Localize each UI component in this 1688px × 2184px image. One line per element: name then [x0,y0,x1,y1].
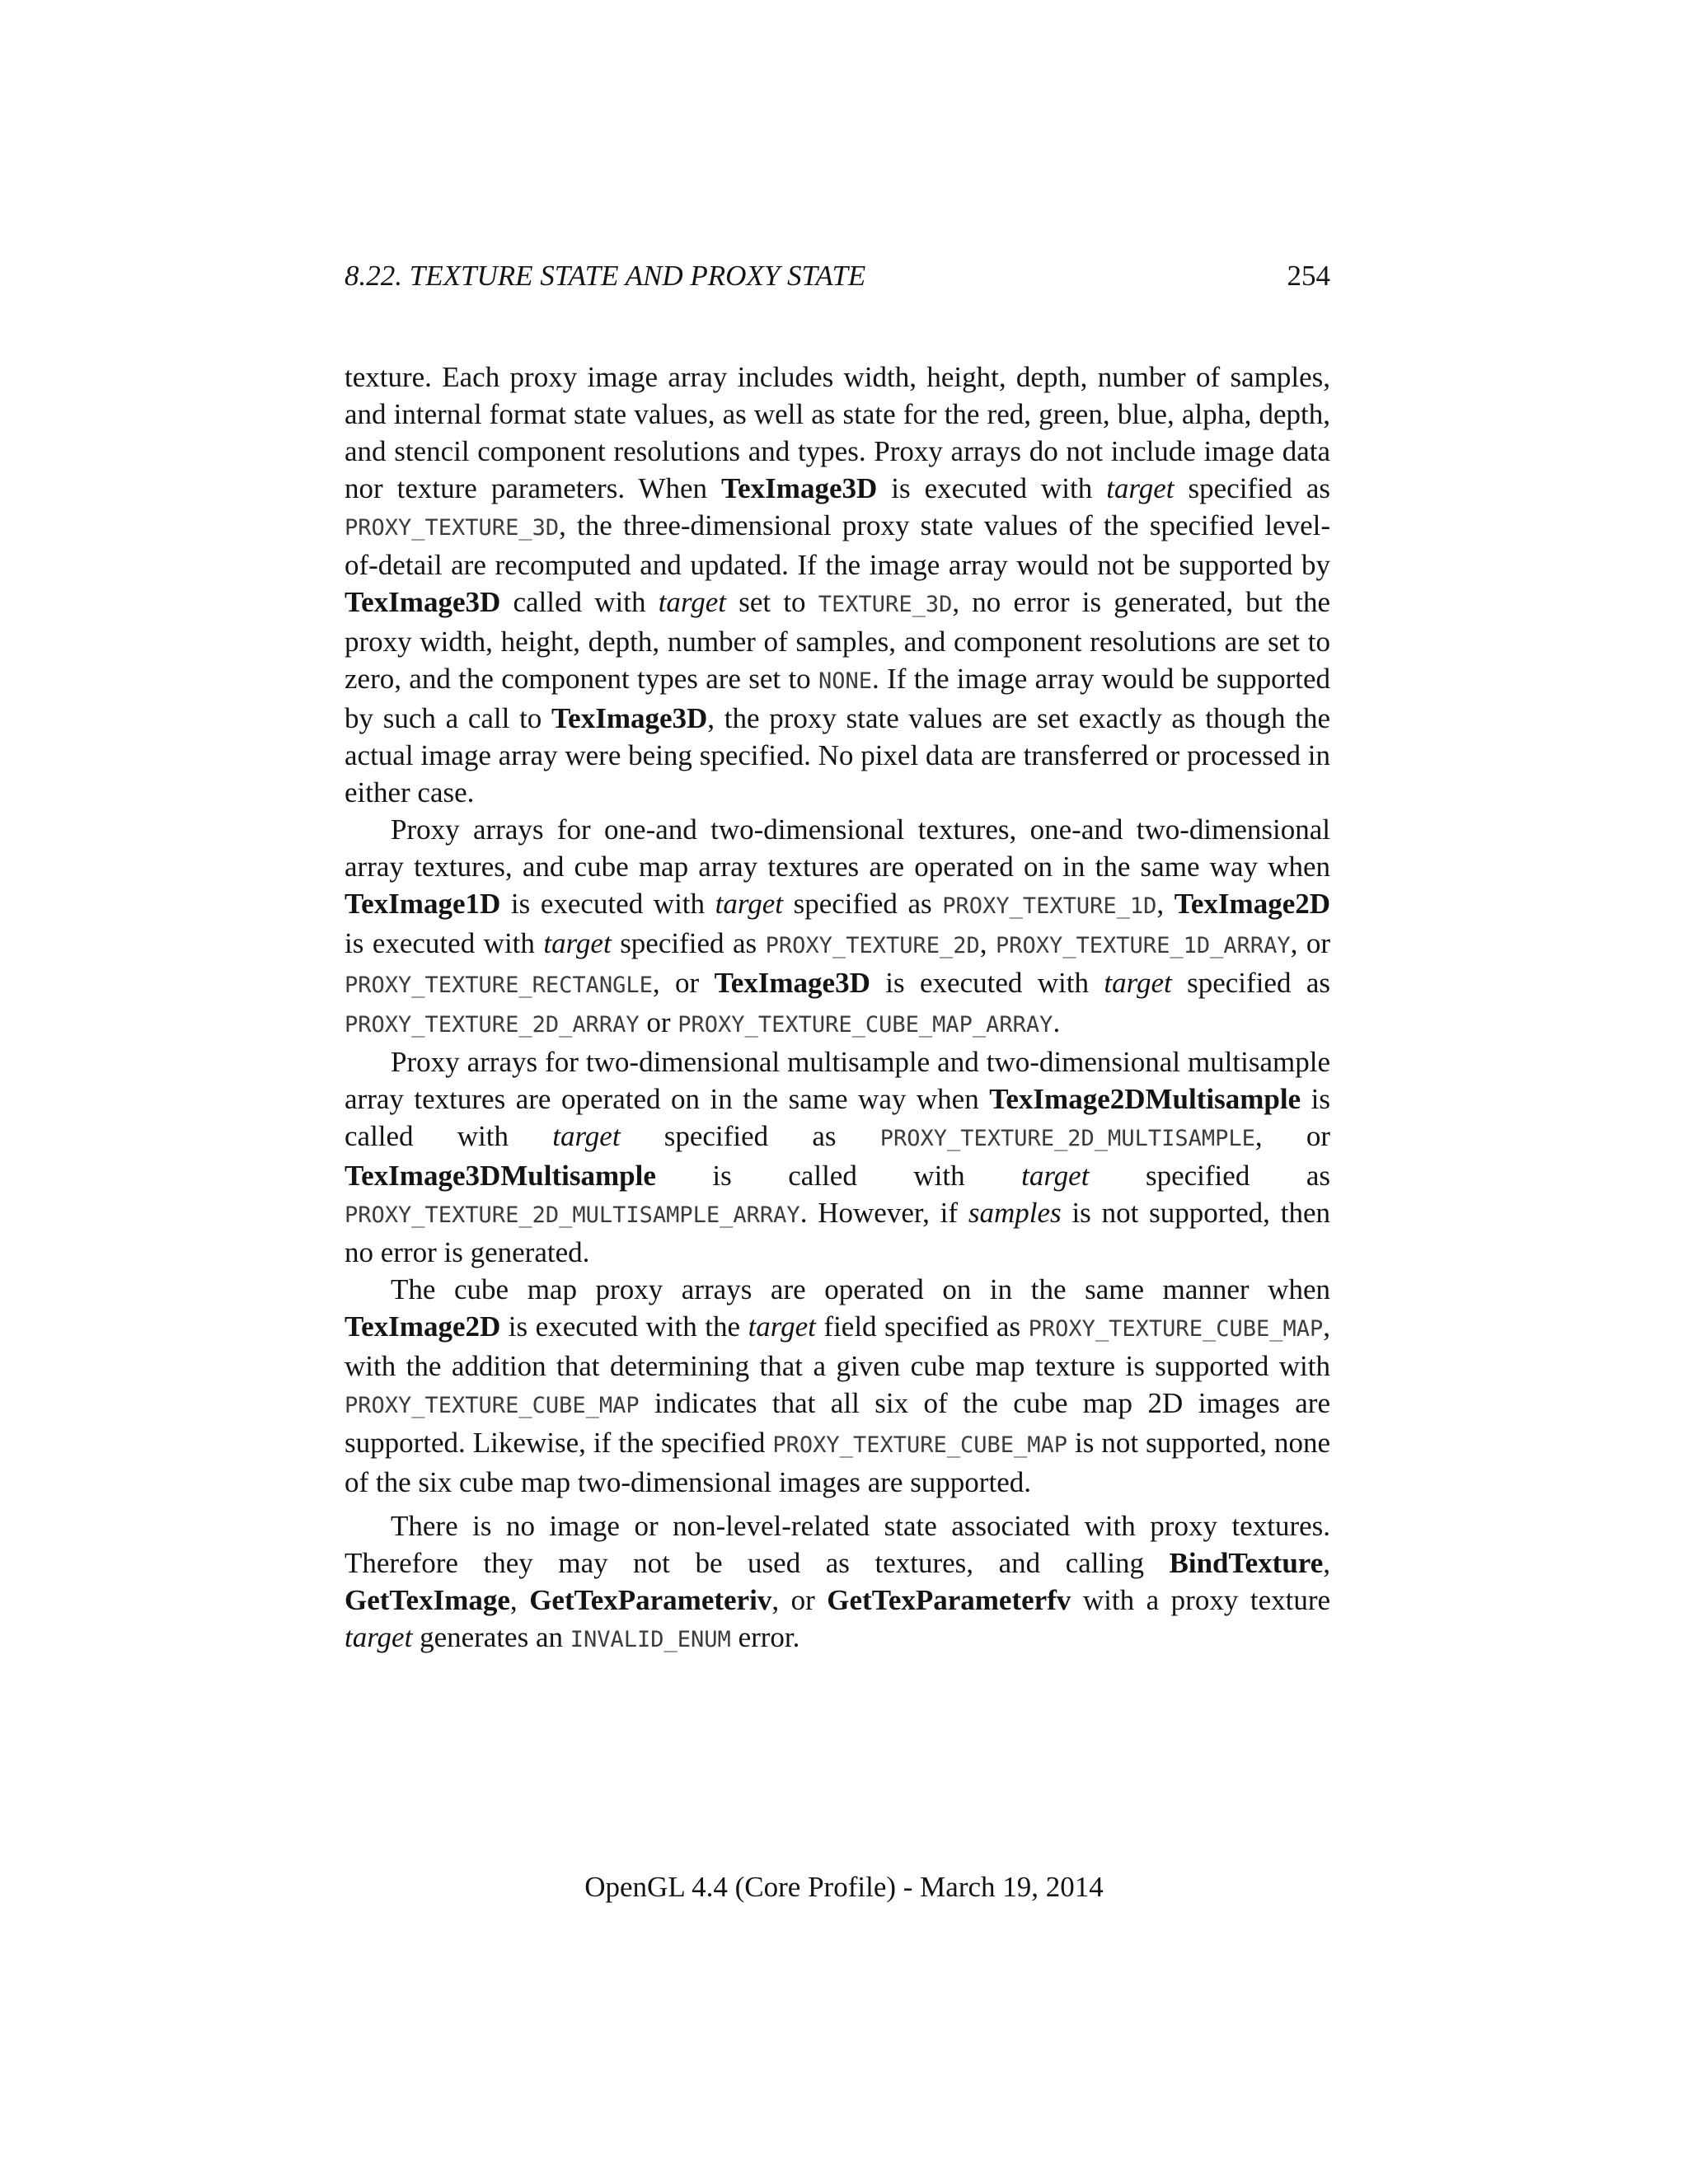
command-name: TexImage3D [721,472,878,504]
enum-token: PROXY_TEXTURE_2D [765,933,980,958]
page-footer: OpenGL 4.4 (Core Profile) - March 19, 2014 [584,1871,1104,1903]
text-run: , or [771,1584,828,1616]
parameter-name: target [1106,472,1175,504]
paragraph-cube-map [345,1271,1330,1501]
paragraph-proxy-image-array [345,359,1330,811]
command-name: TexImage2D [1174,888,1331,920]
text-run: indicates that all six of the cube map 2D images are supported. Likewise, if the specified [345,1387,1330,1459]
text-run: specified as [620,1120,880,1152]
running-header [345,258,1330,301]
parameter-name: target [658,586,727,618]
command-name: GetTexParameteriv [529,1584,772,1616]
enum-token: INVALID_ENUM [570,1627,731,1652]
text-run: , or [652,967,715,999]
parameter-name: samples [968,1197,1062,1229]
text-run: , the proxy state values are set exactly as though the actual image array were being specified. No pixel data are transferred or processed in either case. [345,702,1330,808]
parameter-name: target [1021,1160,1090,1192]
command-name: TexImage3DMultisample [345,1160,656,1192]
text-run: is executed with the [500,1310,748,1343]
enum-token: PROXY_TEXTURE_2D_MULTISAMPLE [879,1126,1255,1151]
command-name: TexImage3D [345,586,501,618]
text-run: called with [500,586,659,618]
paragraph-multisample [345,1043,1330,1271]
text-run: Proxy arrays for one-and two-dimensional textures, one-and two-dimensional array textures, and cube map array textures are operated on in the same way when [345,813,1330,883]
text-run: , with the addition that determining that a given cube map texture is supported with [345,1310,1330,1382]
paragraph-one-two-dimensional [345,811,1330,1043]
enum-token: PROXY_TEXTURE_CUBE_MAP [1028,1316,1324,1342]
text-run: is called with [345,1083,1330,1152]
text-run: , the three-dimensional proxy state values of the specified level-of-detail are recomputed and updated. If the image array would not be supported by [345,509,1330,581]
command-name: TexImage3D [551,702,708,734]
text-run: specified as [611,927,766,959]
enum-token: PROXY_TEXTURE_CUBE_MAP [345,1393,640,1418]
text-run: , [1323,1547,1330,1579]
text-run: is executed with [345,927,544,959]
enum-token: PROXY_TEXTURE_2D_MULTISAMPLE_ARRAY [345,1202,800,1228]
enum-token: PROXY_TEXTURE_1D_ARRAY [996,933,1291,958]
command-name: TexImage3D [714,967,870,999]
parameter-name: target [748,1310,816,1343]
enum-token: PROXY_TEXTURE_1D [942,893,1157,919]
text-run: specified as [782,888,943,920]
paragraph-no-image-state [345,1507,1330,1658]
text-run: is executed with [500,888,715,920]
text-run: There is no image or non-level-related state associated with proxy textures. Therefore they may not be used as textures, and calling [345,1510,1330,1579]
text-run: set to [726,586,818,618]
text-run: specified as [1171,967,1331,999]
parameter-name: target [715,888,783,920]
text-run: . However, if [799,1197,968,1229]
command-name: BindTexture [1169,1547,1324,1579]
text-run: . If the image array would be supported by such a call to [345,663,1330,734]
text-run: is not supported, none of the six cube map two-dimensional images are supported. [345,1427,1331,1498]
text-run: is executed with [877,472,1107,504]
command-name: GetTexParameterfv [827,1584,1071,1616]
enum-token: PROXY_TEXTURE_3D [345,515,560,541]
text-run: texture. Each proxy image array includes width, height, depth, number of samples, and internal format state values, as well as state for the red, green, blue, alpha, depth, and stencil component resolutions and types. Proxy arrays do not include image data nor texture parameters. When [345,361,1330,504]
text-run: , [1156,888,1175,920]
text-run: The cube map proxy arrays are operated on in the same manner when [391,1273,1330,1305]
text-run: , no error is generated, but the proxy width, height, depth, number of samples, and component resolutions are set to zero, and the component types are set to [345,586,1330,695]
enum-token: PROXY_TEXTURE_CUBE_MAP [772,1432,1068,1458]
enum-token: PROXY_TEXTURE_2D_ARRAY [345,1012,640,1038]
text-run: field specified as [815,1310,1029,1343]
text-run: . [1053,1006,1061,1038]
text-run: generates an [412,1621,570,1653]
body-text [345,359,1330,1658]
text-run: or [639,1006,678,1038]
parameter-name: target [1104,967,1172,999]
text-run: Proxy arrays for two-dimensional multisample and two-dimensional multisample array textures are operated on in the same way when [345,1046,1330,1115]
command-name: TexImage1D [345,888,501,920]
text-run: , or [1290,927,1331,959]
text-run: specified as [1174,472,1330,504]
enum-token: PROXY_TEXTURE_RECTANGLE [345,972,653,998]
page-number: 254 [1287,260,1330,292]
text-run: , [509,1584,530,1616]
text-run: is called with [655,1160,1022,1192]
text-run: , [979,927,996,959]
text-run: is executed with [870,967,1104,999]
command-name: GetTexImage [345,1584,510,1616]
command-name: TexImage2D [345,1310,501,1343]
enum-token: PROXY_TEXTURE_CUBE_MAP_ARRAY [678,1012,1053,1038]
enum-token: TEXTURE_3D [818,592,953,617]
parameter-name: target [552,1120,621,1152]
text-run: specified as [1089,1160,1331,1192]
enum-token: NONE [818,668,873,694]
text-run: with a proxy texture [1071,1584,1331,1616]
parameter-name: target [543,927,612,959]
text-run: is not supported, then no error is generated. [345,1197,1330,1268]
text-run: error. [730,1621,800,1653]
parameter-name: target [345,1621,413,1653]
section-title: 8.22. TEXTURE STATE AND PROXY STATE [345,260,866,292]
text-run: , or [1254,1120,1331,1152]
command-name: TexImage2DMultisample [989,1083,1301,1115]
